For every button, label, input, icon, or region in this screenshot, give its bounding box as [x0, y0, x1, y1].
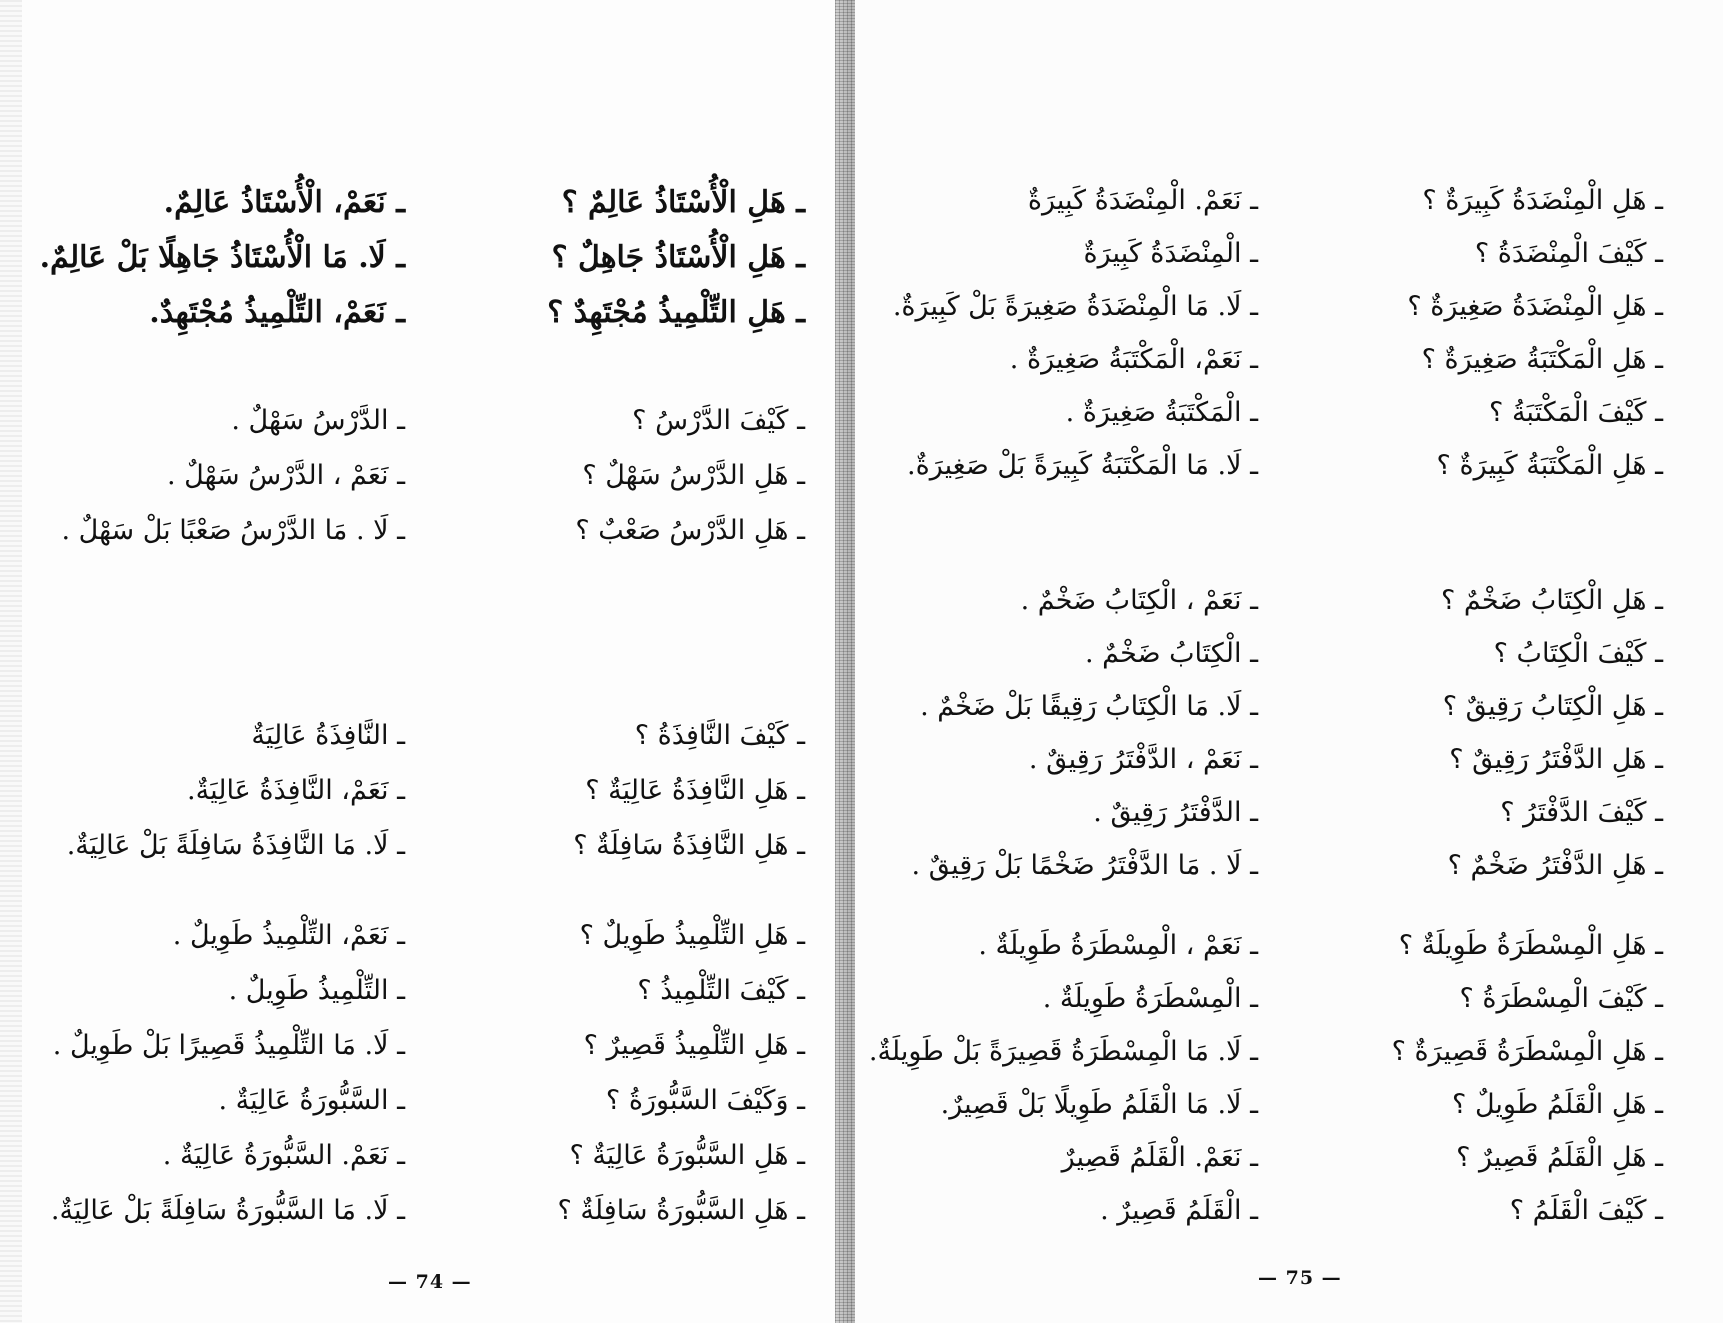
question-line: ـ هَلِ النَّافِذَةُ عَالِيَةٌ ؟	[585, 775, 805, 806]
answer-column	[15, 920, 405, 1250]
question-line: ـ كَيْفَ الْمِسْطَرَةُ ؟	[1459, 983, 1663, 1014]
answer-line: ـ نَعَمْ، التِّلْمِيذُ مُجْتَهِدٌ.	[149, 295, 405, 330]
question-line: ـ هَلِ التِّلْمِيذُ قَصِيرٌ ؟	[583, 1030, 805, 1061]
answer-column	[858, 185, 1258, 503]
answer-line: ـ نَعَمْ ، الدَّفْتَرُ رَقِيقٌ .	[1028, 744, 1258, 775]
answer-column	[858, 585, 1258, 903]
answer-line: ـ النَّافِذَةُ عَالِيَةٌ	[251, 720, 405, 751]
question-line: ـ كَيْفَ التِّلْمِيذُ ؟	[637, 975, 805, 1006]
answer-line: ـ لَا . مَا الدَّفْتَرُ ضَخْمًا بَلْ رَقِيقٌ .	[911, 850, 1258, 881]
answer-line: ـ الْمِسْطَرَةُ طَوِيلَةٌ .	[1042, 983, 1258, 1014]
answer-line: ـ نَعَمْ، التِّلْمِيذُ طَوِيلٌ .	[172, 920, 405, 951]
question-line: ـ هَلِ الْمِنْضَدَةُ صَغِيرَةٌ ؟	[1407, 291, 1663, 322]
answer-line: ـ السَّبُّورَةُ عَالِيَةٌ .	[218, 1085, 405, 1116]
question-line: ـ هَلِ النَّافِذَةُ سَافِلَةٌ ؟	[573, 830, 805, 861]
question-line: ـ هَلِ الدَّرْسُ سَهْلٌ ؟	[582, 460, 805, 491]
answer-line: ـ لَا. مَا الْمِسْطَرَةُ قَصِيرَةً بَلْ طَوِيلَةٌ.	[868, 1036, 1258, 1067]
question-line: ـ هَلِ الْمِسْطَرَةُ قَصِيرَةٌ ؟	[1391, 1036, 1663, 1067]
answer-line: ـ نَعَمْ ، الدَّرْسُ سَهْلٌ .	[166, 460, 405, 491]
question-line: ـ هَلِ التِّلْمِيذُ طَوِيلٌ ؟	[579, 920, 805, 951]
answer-line: ـ نَعَمْ، الْأُسْتَاذُ عَالِمٌ.	[163, 185, 405, 220]
question-line: ـ هَلِ الْكِتَابُ رَقِيقٌ ؟	[1442, 691, 1663, 722]
answer-line: ـ لَا. مَا الْأُسْتَاذُ جَاهِلًا بَلْ عَالِمٌ.	[39, 240, 405, 275]
question-line: ـ وَكَيْفَ السَّبُّورَةُ ؟	[605, 1085, 805, 1116]
answer-column	[15, 405, 405, 570]
answer-line: ـ الْمِنْضَدَةُ كَبِيرَةٌ	[1083, 238, 1258, 269]
question-line: ـ هَلِ الْمَكْتَبَةُ كَبِيرَةٌ ؟	[1436, 450, 1663, 481]
answer-line: ـ نَعَمْ. الْمِنْضَدَةُ كَبِيرَةٌ	[1027, 185, 1258, 216]
question-line: ـ هَلِ الدَّفْتَرُ ضَخْمٌ ؟	[1447, 850, 1663, 881]
answer-line: ـ الْقَلَمُ قَصِيرٌ .	[1100, 1195, 1258, 1226]
question-line: ـ كَيْفَ الْمِنْضَدَةُ ؟	[1474, 238, 1663, 269]
answer-line: ـ الدَّفْتَرُ رَقِيقٌ .	[1093, 797, 1258, 828]
answer-line: ـ لَا. مَا الْقَلَمُ طَوِيلًا بَلْ قَصِيرٌ.	[940, 1089, 1258, 1120]
question-line: ـ هَلِ الْأُسْتَاذُ جَاهِلٌ ؟	[551, 240, 805, 275]
question-line: ـ هَلِ التِّلْمِيذُ مُجْتَهِدٌ ؟	[547, 295, 805, 330]
question-column	[485, 720, 805, 885]
answer-line: ـ لَا. مَا السَّبُّورَةُ سَافِلَةً بَلْ عَالِيَةٌ.	[50, 1195, 405, 1226]
question-line: ـ هَلِ الْمِنْضَدَةُ كَبِيرَةٌ ؟	[1422, 185, 1663, 216]
answer-line: ـ لَا. مَا التِّلْمِيذُ قَصِيرًا بَلْ طَوِيلٌ .	[52, 1030, 405, 1061]
question-line: ـ هَلِ الْأُسْتَاذُ عَالِمٌ ؟	[561, 185, 805, 220]
question-column	[1333, 585, 1663, 903]
question-line: ـ هَلِ الْمَكْتَبَةُ صَغِيرَةٌ ؟	[1421, 344, 1663, 375]
answer-line: ـ نَعَمْ، النَّافِذَةُ عَالِيَةٌ.	[187, 775, 405, 806]
question-column	[485, 185, 805, 350]
answer-column	[858, 930, 1258, 1248]
answer-line: ـ نَعَمْ ، الْمِسْطَرَةُ طَوِيلَةٌ .	[978, 930, 1258, 961]
question-column	[485, 920, 805, 1250]
answer-column	[15, 185, 405, 350]
answer-line: ـ لَا. مَا الْكِتَابُ رَقِيقًا بَلْ ضَخْمٌ .	[920, 691, 1258, 722]
answer-line: ـ لَا. مَا النَّافِذَةُ سَافِلَةً بَلْ عَالِيَةٌ.	[66, 830, 405, 861]
answer-line: ـ لَا. مَا الْمِنْضَدَةُ صَغِيرَةً بَلْ كَبِيرَةٌ.	[892, 291, 1258, 322]
question-column	[1333, 930, 1663, 1248]
answer-line: ـ لَا . مَا الدَّرْسُ صَعْبًا بَلْ سَهْلٌ .	[61, 515, 405, 546]
question-line: ـ هَلِ الْقَلَمُ طَوِيلٌ ؟	[1452, 1089, 1663, 1120]
question-line: ـ كَيْفَ الدَّفْتَرُ ؟	[1500, 797, 1663, 828]
question-line: ـ كَيْفَ الدَّرْسُ ؟	[632, 405, 805, 436]
question-line: ـ كَيْفَ الْمَكْتَبَةُ ؟	[1489, 397, 1663, 428]
question-line: ـ هَلِ الْمِسْطَرَةُ طَوِيلَةٌ ؟	[1398, 930, 1663, 961]
question-line: ـ كَيْفَ الْقَلَمُ ؟	[1509, 1195, 1663, 1226]
question-line: ـ هَلِ الدَّفْتَرُ رَقِيقٌ ؟	[1449, 744, 1663, 775]
answer-line: ـ التِّلْمِيذُ طَوِيلٌ .	[228, 975, 405, 1006]
question-column	[485, 405, 805, 570]
question-line: ـ كَيْفَ الْكِتَابُ ؟	[1493, 638, 1663, 669]
question-line: ـ هَلِ السَّبُّورَةُ عَالِيَةٌ ؟	[569, 1140, 805, 1171]
question-line: ـ هَلِ الْكِتَابُ ضَخْمٌ ؟	[1440, 585, 1663, 616]
question-line: ـ هَلِ الدَّرْسُ صَعْبٌ ؟	[575, 515, 805, 546]
page-number-right: — 75 —	[1258, 1267, 1342, 1289]
answer-line: ـ الْمَكْتَبَةُ صَغِيرَةٌ .	[1065, 397, 1258, 428]
answer-line: ـ الْكِتَابُ ضَخْمٌ .	[1085, 638, 1258, 669]
page-number-left: — 74 —	[388, 1271, 472, 1293]
answer-line: ـ نَعَمْ، الْمَكْتَبَةُ صَغِيرَةٌ .	[1009, 344, 1258, 375]
answer-column	[15, 720, 405, 885]
answer-line: ـ لَا. مَا الْمَكْتَبَةُ كَبِيرَةً بَلْ صَغِيرَةٌ.	[907, 450, 1258, 481]
question-column	[1333, 185, 1663, 503]
question-line: ـ كَيْفَ النَّافِذَةُ ؟	[634, 720, 805, 751]
answer-line: ـ الدَّرْسُ سَهْلٌ .	[231, 405, 405, 436]
question-line: ـ هَلِ الْقَلَمُ قَصِيرٌ ؟	[1456, 1142, 1663, 1173]
answer-line: ـ نَعَمْ ، الْكِتَابُ ضَخْمٌ .	[1020, 585, 1258, 616]
question-line: ـ هَلِ السَّبُّورَةُ سَافِلَةٌ ؟	[557, 1195, 805, 1226]
answer-line: ـ نَعَمْ. الْقَلَمُ قَصِيرٌ	[1061, 1142, 1258, 1173]
answer-line: ـ نَعَمْ. السَّبُّورَةُ عَالِيَةٌ .	[162, 1140, 405, 1171]
